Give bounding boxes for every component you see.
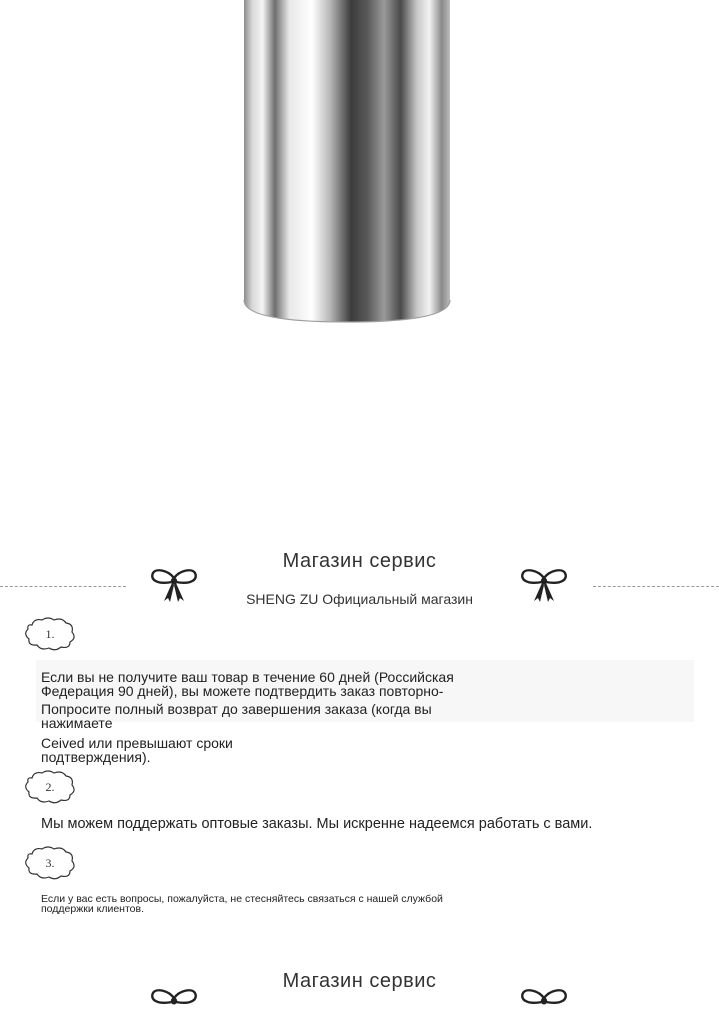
item-number-badge: [22, 615, 78, 653]
bow-ribbon-icon: [520, 988, 568, 1024]
store-subtitle: SHENG ZU Официальный магазин: [246, 591, 473, 607]
text-line: поддержки клиентов.: [41, 903, 144, 915]
text-line: подтверждения).: [41, 749, 151, 765]
text-line: Ceived или превышают сроки: [41, 735, 233, 751]
item-number-badge: [22, 768, 78, 806]
product-image: [240, 0, 454, 326]
item-1-text: [41, 670, 454, 764]
divider-left: [0, 586, 126, 587]
item-3-text: [41, 894, 443, 914]
text-line: Федерация 90 дней), вы можете подтвердить заказ повторно-: [41, 683, 444, 699]
text-line: Если у вас есть вопросы, пожалуйста, не стесняйтесь связаться с нашей службой: [41, 893, 443, 905]
bow-ribbon-icon: [150, 988, 198, 1024]
item-number: 1.: [45, 627, 55, 641]
text-line: Если вы не получите ваш товар в течение 60 дней (Российская: [41, 669, 454, 685]
item-2-text: Мы можем поддержать оптовые заказы. Мы искренне надеемся работать с вами.: [41, 816, 593, 832]
divider-right: [593, 586, 719, 587]
text-line: Попросите полный возврат до завершения заказа (когда вы: [41, 701, 432, 717]
item-number: 2.: [45, 780, 55, 794]
service-section-title: Магазин сервис: [282, 550, 437, 572]
text-line: нажимаете: [41, 715, 113, 731]
item-number-badge: [22, 844, 78, 882]
service-section-title-repeat: Магазин сервис: [282, 970, 437, 992]
item-number: 3.: [45, 856, 55, 870]
